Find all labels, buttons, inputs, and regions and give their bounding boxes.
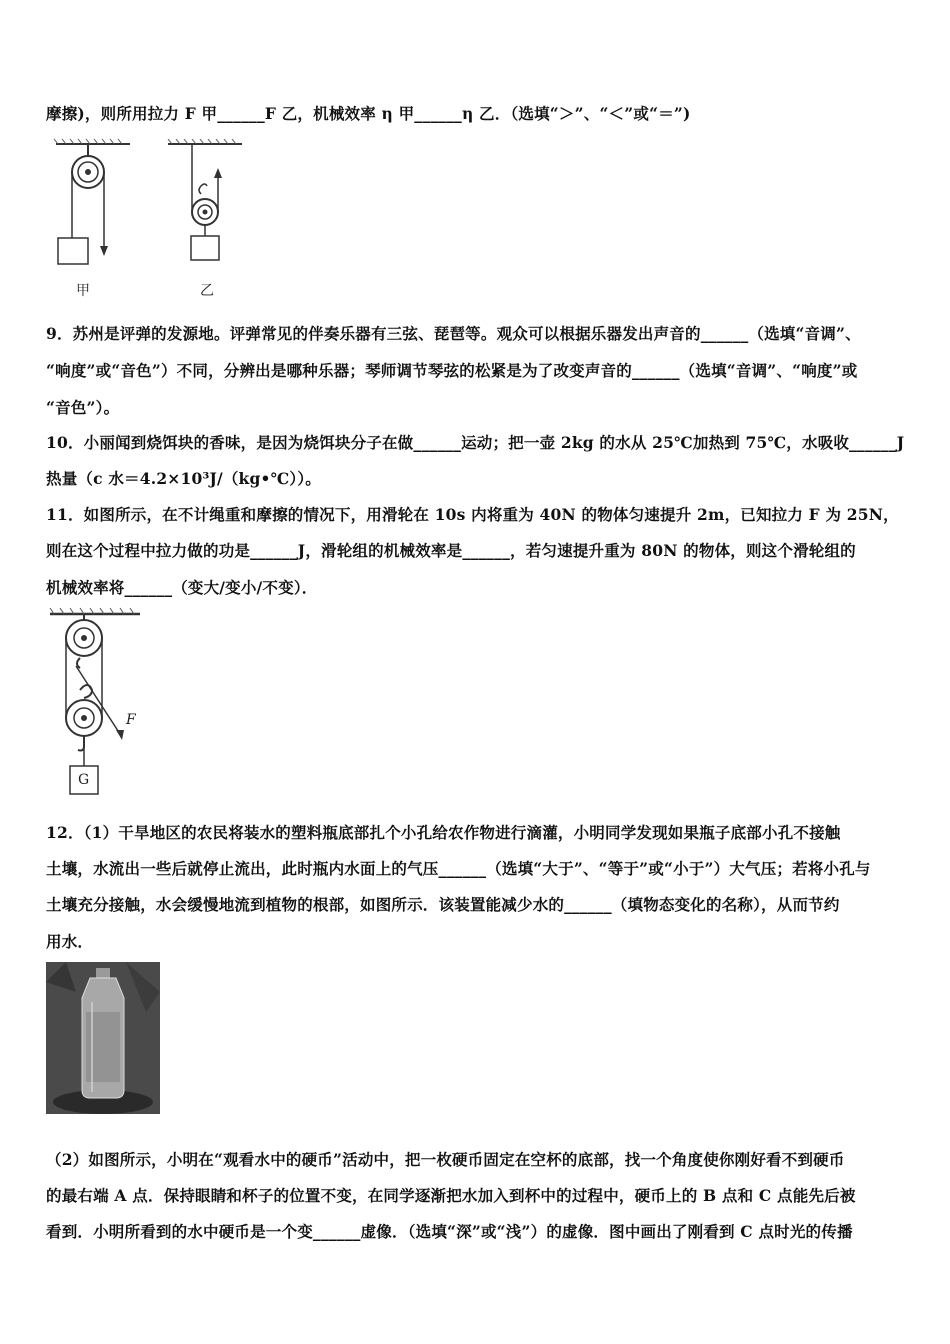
pulley-block-figure [46, 606, 146, 798]
question-12-line-1: 12．（1）干旱地区的农民将装水的塑料瓶底部扎个小孔给农作物进行滴灌，小明同学发现如果瓶子底部小孔不接触 [46, 823, 841, 842]
question-11-line-2: 则在这个过程中拉力做的功是______J，滑轮组的机械效率是______，若匀速提升重为 80N 的物体，则这个滑轮组的 [46, 541, 856, 560]
question-12-part2-line-3: 看到．小明所看到的水中硬币是一个变______虚像．（选填“深”或“浅”）的虚像．图中画出了刚看到 C 点时光的传播 [46, 1222, 853, 1241]
question-12-part2-line-1: （2）如图所示，小明在“观看水中的硬币”活动中，把一枚硬币固定在空杯的底部，找一个角度使你刚好看不到硬币 [46, 1150, 845, 1169]
question-11-line-3: 机械效率将______（变大/变小/不变）． [46, 578, 318, 597]
question-10-line-1: 10．小丽闻到烧饵块的香味，是因为烧饵块分子在做______运动；把一壶 2kg 的水从 25℃加热到 75℃，水吸收______J [46, 433, 905, 452]
question-10-line-2: 热量（c 水＝4.2×10³J/（kg•℃））。 [46, 469, 321, 488]
pulley-diagram [50, 138, 250, 298]
figure-label-jia: 甲 [76, 283, 90, 299]
bottle-irrigation-photo [46, 962, 160, 1114]
question-12-line-3: 土壤充分接触，水会缓慢地流到植物的根部，如图所示．该装置能减少水的______（填物态变化的名称），从而节约 [46, 895, 840, 914]
pulley-block-diagram [46, 606, 146, 798]
pulley-figure-jia-yi [50, 138, 250, 298]
question-12-part2-line-2: 的最右端 A 点．保持眼睛和杯子的位置不变，在同学逐渐把水加入到杯中的过程中，硬币上的 B 点和 C 点能先后被 [46, 1186, 856, 1205]
figure-label-yi: 乙 [200, 283, 214, 299]
text-line: 摩擦)，则所用拉力 F 甲______F 乙，机械效率 η 甲______η 乙．（选填“＞”、“＜”或“＝”) [46, 104, 691, 123]
question-9-line-3: “音色”）。 [46, 398, 120, 417]
question-9-line-2: “响度”或“音色”）不同，分辨出是哪种乐器；琴师调节琴弦的松紧是为了改变声音的______（选填“音调”、“响度”或 [46, 361, 858, 380]
bottle-photo-graphic [46, 962, 160, 1114]
force-label: F [126, 712, 136, 728]
question-12-line-4: 用水． [46, 932, 94, 951]
question-9-line-1: 9．苏州是评弹的发源地。评弹常见的伴奏乐器有三弦、琵琶等。观众可以根据乐器发出声音的______（选填“音调”、 [46, 324, 861, 343]
question-11-line-1: 11．如图所示，在不计绳重和摩擦的情况下，用滑轮在 10s 内将重为 40N 的物体匀速提升 2m，已知拉力 F 为 25N， [46, 505, 899, 524]
weight-label: G [78, 772, 90, 788]
question-12-line-2: 土壤，水流出一些后就停止流出，此时瓶内水面上的气压______（选填“大于”、“等于”或“小于”）大气压；若将小孔与 [46, 859, 871, 878]
